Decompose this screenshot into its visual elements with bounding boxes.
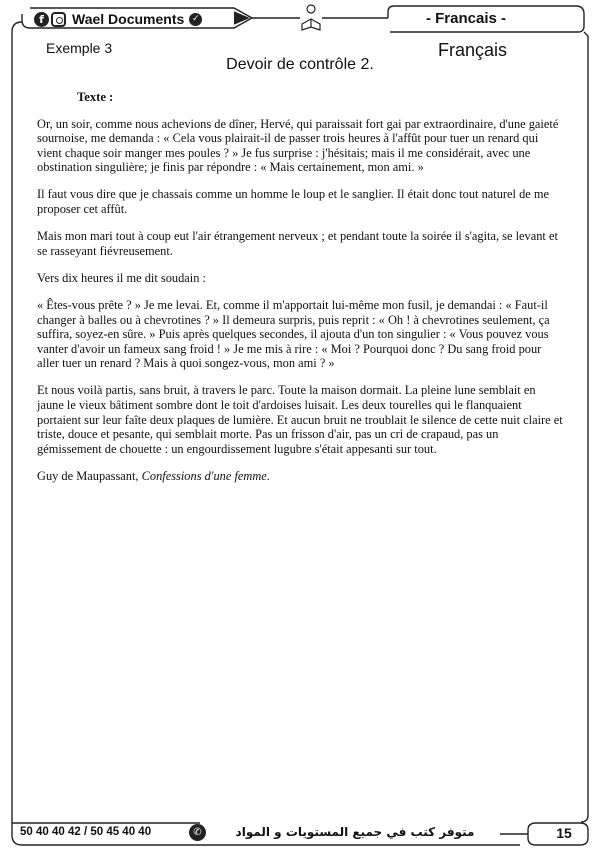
signature-author: Guy de Maupassant,	[37, 468, 142, 483]
signature-end: .	[266, 468, 270, 483]
subject-label: Français	[438, 40, 508, 60]
page-title: Devoir de contrôle 2.	[226, 56, 374, 73]
footer-arabic-text: متوفر كتب في جميع المستويات و المواد	[235, 825, 475, 839]
facebook-icon: f	[34, 12, 49, 27]
instagram-icon	[51, 12, 66, 27]
page-number: 15	[556, 825, 572, 841]
footer-phones: 50 40 40 42 / 50 45 40 40	[20, 826, 152, 838]
subject-header: - Francais -	[425, 10, 507, 27]
paragraph-3: Mais mon mari tout à coup eut l'air étrangement nerveux ; et pendant toute la soirée il s'agita, se levant et se rasseyant fiévreusement.	[37, 229, 558, 258]
paragraph-4: Vers dix heures il me dit soudain :	[37, 270, 206, 285]
verified-icon: ✓	[189, 13, 202, 26]
exemple-label: Exemple 3	[46, 40, 113, 56]
brand	[34, 10, 202, 28]
text-body	[37, 90, 563, 496]
paragraph-6: Et nous voilà partis, sans bruit, à travers le parc. Toute la maison dormait. La pleine lune semblait en jaune le vieux bâtiment sombre dont le toit d'ardoises luisait. Les deux tourelles qui le flanquaient portaient sur leur faîte deux plaques de lumière. Et aucun bruit ne troublait le silence de cette nuit claire et triste, douce et pesante, qui semblait morte. Pas un frisson d'air, pas un cri de crapaud, pas un gémissement de chouette : un engourdissement lugubre s'était appesanti sur tout.	[37, 383, 563, 456]
phone-icon: ✆	[189, 824, 206, 841]
paragraph-2: Il faut vous dire que je chassais comme un homme le loup et le sanglier. Il était donc tout naturel de me proposer cet affût.	[37, 187, 549, 217]
signature	[37, 469, 563, 484]
signature-work: Confessions d'une femme	[141, 468, 267, 483]
paragraph-5: « Êtes-vous prête ? » Je me levai. Et, comme il m'apportait lui-même mon fusil, je demandai : « Faut-il changer à balles ou à chevrotines ? » Il demeura surpris, puis reprit : « Oh ! à chevrotines seulement, ça suffira, soyez-en sûre. » Puis après quelques secondes, il ajouta d'un ton singulier : « Vous pouvez vous vanter d'avoir un fameux sang froid ! » Je me mis à rire : « Moi ? Pourquoi donc ? Du sang froid pour aller tuer un renard ? Mais à quoi songez-vous, mon ami ? »	[37, 297, 550, 371]
reader-icon	[302, 5, 320, 30]
texte-label: Texte :	[77, 90, 114, 104]
paragraph-1: Or, un soir, comme nous achevions de dîner, Hervé, qui paraissait fort gai par extraordinaire, d'une gaieté sournoise, me demanda : « Cela vous plairait-il de passer trois heures à l'affût pour tuer un renard qui vient chaque soir manger mes poules ? » Je fus surprise : j'hésitais; mais il me considérait, avec une obstination singulière; je finis par répondre : « Mais certainement, mon ami. »	[37, 116, 559, 175]
brand-name: Wael Documents	[72, 11, 185, 27]
